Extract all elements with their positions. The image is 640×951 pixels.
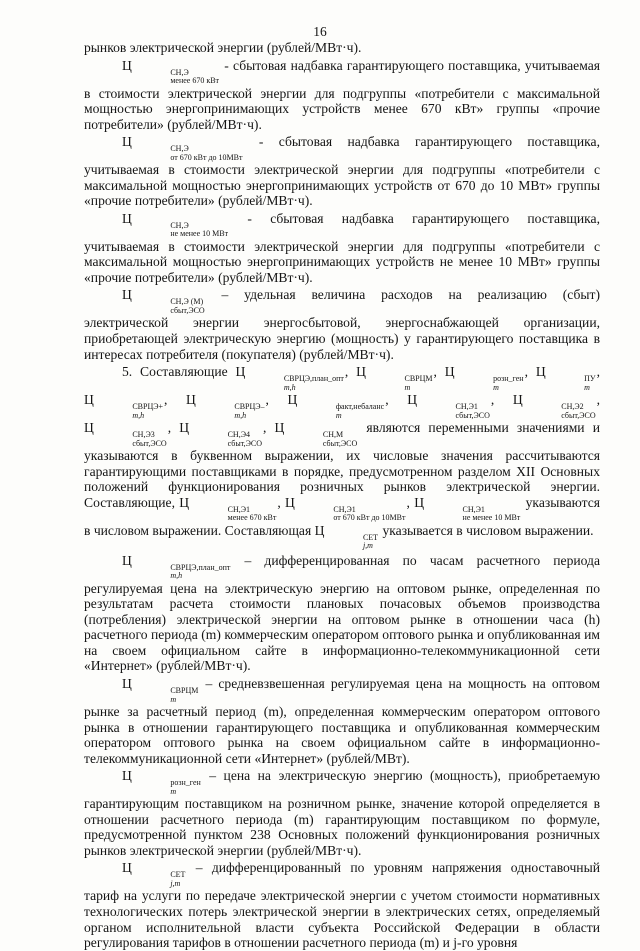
formula-subscript: от 670 кВт до 10МВт (170, 152, 243, 162)
formula-indices (132, 69, 219, 86)
formula-indices (132, 779, 200, 796)
formula-superscript: СЕТ (362, 532, 379, 542)
formula-indices (94, 403, 163, 420)
formula-symbol (179, 420, 263, 448)
formula-base: Ц (179, 494, 190, 510)
formula-superscript: СН,М (322, 430, 344, 440)
formula-symbol (285, 494, 406, 523)
formula-subscript: сбыт,ЭСО (170, 305, 205, 315)
text-run: , (433, 364, 445, 380)
formula-superscript: СЕТ (170, 870, 186, 880)
formula-subscript: сбыт,ЭСО (132, 438, 167, 448)
formula-symbol (122, 57, 220, 86)
formula-base: Ц (122, 768, 132, 784)
formula-subscript: m (170, 786, 177, 796)
formula-indices (94, 431, 166, 448)
formula-symbol (186, 392, 266, 420)
formula-subscript: m (404, 382, 411, 392)
text-run: , (344, 364, 357, 380)
paragraph (84, 211, 600, 286)
formula-subscript: m (584, 382, 590, 392)
formula-subscript: j,m (170, 878, 181, 888)
formula-superscript: СВРЦЭ+ (132, 402, 164, 412)
text-run: , (164, 392, 187, 408)
formula-symbol (122, 860, 186, 888)
formula-subscript: m,h (283, 382, 296, 392)
formula-superscript: СН,Э2 (561, 402, 584, 412)
formula-indices (132, 564, 230, 581)
formula-indices (455, 375, 523, 392)
formula-base: Ц (84, 392, 94, 408)
text-run: – цена на электрическую энергию (мощность), приобретаемую гарантирующим поставщиком на розничном рынке, значение которой определяется в отношении расчетного периода (m) гарантирующим поставщиком по формуле, предусмотренной пунктом 238 Основных положений функционирования розничных рынков электрической энергии (рублей/МВт·ч). (84, 768, 600, 858)
formula-symbol (444, 364, 525, 392)
text-run: – средневзвешенная регулируемая цена на мощность на оптовом рынке за расчетный период (m), определенная коммерческим оператором оптового рынка в отношении гарантирующего поставщика и опубликованная коммерческим оператором оптового рынка на своем официальном сайте в информационно-телекоммуникационной сети «Интернет» (рублей/МВт). (84, 676, 600, 766)
formula-subscript: m,h (170, 571, 183, 581)
formula-superscript: СН,Э (170, 67, 189, 77)
formula-base: Ц (122, 134, 132, 150)
paragraph (84, 364, 600, 551)
formula-base: Ц (179, 420, 190, 436)
paragraph (84, 768, 600, 858)
formula-base: Ц (186, 392, 196, 408)
formula-indices (196, 403, 264, 420)
formula-base: Ц (122, 676, 132, 692)
text-run: – дифференцированный по уровням напряжения одноставочный тариф на услуги по передаче электрической энергии с учетом стоимости нормативных технологических потерь электрической энергии в электрических сетях, определяемый органом исполнительной власти субъекта Российской Федерации в области регулирования тарифов в отношении расчетного периода (m) и j-го уровня (84, 860, 600, 951)
formula-symbol (314, 522, 379, 551)
formula-superscript: СН,Э1 (333, 504, 356, 514)
formula-symbol (287, 392, 386, 420)
formula-superscript: СВРЦМ (170, 686, 199, 696)
formula-base: Ц (314, 522, 325, 538)
formula-subscript: от 670 кВт до 10МВт (333, 513, 406, 523)
text-run: 5. Составляющие (122, 364, 236, 380)
formula-indices (523, 403, 595, 420)
text-run: рынков электрической энергии (рублей/МВт·ч). (84, 40, 362, 55)
formula-subscript: m (335, 410, 342, 420)
formula-symbol (122, 768, 202, 796)
formula-indices (367, 375, 433, 392)
formula-superscript: СВРЦЭ– (234, 402, 265, 412)
text-run: – удельная величина расходов на реализацию (сбыт) электрической энергии энергосбытовой, энергоснабжающей организации, приобретающей электрическую энергию (мощность) у гарантирующего поставщика в интересах потребителя (покупателя) (рублей/МВт·ч). (84, 287, 600, 362)
formula-subscript: m,h (234, 410, 247, 420)
formula-subscript: сбыт,ЭСО (227, 438, 262, 448)
text-run: указываются в числовом выражении. Составляющая (84, 494, 600, 538)
document-body (84, 40, 600, 951)
formula-symbol (414, 494, 521, 523)
text-run: , (262, 420, 275, 436)
paragraph (84, 58, 600, 133)
text-run: , (277, 494, 286, 510)
formula-indices (190, 506, 277, 523)
formula-base: Ц (122, 860, 132, 876)
text-run: - сбытовая надбавка гарантирующего поставщика, учитываемая в стоимости электрической энергии для подгруппы «потребители с максимальной мощностью энергопринимающих устройств от 670 до 10 МВт» группы «прочие потребители» (рублей/МВт·ч). (84, 134, 600, 209)
formula-indices (285, 431, 357, 448)
formula-base: Ц (444, 364, 455, 380)
paragraph (84, 676, 600, 766)
formula-superscript: СН,Э3 (132, 430, 155, 440)
formula-indices (132, 687, 198, 704)
formula-indices (246, 375, 344, 392)
formula-indices (546, 375, 595, 392)
formula-base: Ц (122, 287, 132, 303)
formula-symbol (122, 210, 229, 239)
formula-superscript: ПУ (584, 374, 596, 384)
formula-superscript: СН,Э4 (227, 430, 250, 440)
formula-base: Ц (356, 364, 366, 380)
text-run: – дифференцированная по часам расчетного периода регулируемая цена на электрическую энергию на оптовом рынке, определенная по результатам расчета стоимости плановых почасовых объемов производства (потребления) электрической энергии на оптовом рынке в отношении часа (h) расчетного периода (m) коммерческим оператором оптового рынка и опубликованная им на своем официальном сайте в информационно-телекоммуникационной сети «Интернет» (рублей/МВт·ч). (84, 552, 600, 674)
formula-base: Ц (235, 364, 246, 380)
formula-subscript: не менее 10 МВт (170, 229, 229, 239)
formula-indices (132, 145, 242, 162)
formula-indices (132, 222, 228, 239)
page-number: 16 (313, 24, 327, 39)
formula-superscript: СВРЦЭ,план_опт (170, 562, 231, 572)
formula-subscript: m (493, 382, 499, 392)
formula-symbol (122, 287, 206, 315)
formula-base: Ц (407, 392, 418, 408)
formula-symbol (84, 420, 168, 448)
formula-base: Ц (535, 364, 546, 380)
text-run: , (167, 420, 180, 436)
formula-indices (132, 871, 185, 888)
formula-superscript: СН,Э (170, 220, 189, 230)
formula-subscript: менее 670 кВт (170, 76, 220, 86)
text-run: , (385, 392, 408, 408)
formula-superscript: СН,Э (М) (170, 297, 204, 307)
formula-base: Ц (274, 420, 285, 436)
text-run: , (524, 364, 536, 380)
formula-symbol (407, 392, 491, 420)
formula-superscript: СН,Э1 (227, 504, 251, 514)
formula-subscript: m (170, 694, 177, 704)
formula-subscript: сбыт,ЭСО (561, 410, 596, 420)
text-run: указывается в числовом выражении. (379, 522, 594, 538)
text-run: , (596, 392, 601, 408)
text-run: , (596, 364, 601, 380)
formula-indices (325, 534, 378, 551)
formula-symbol (356, 364, 433, 392)
formula-superscript: розн_ген (170, 778, 201, 788)
formula-subscript: j,m (362, 541, 373, 551)
formula-symbol (235, 364, 345, 392)
formula-symbol (84, 392, 164, 420)
formula-symbol (274, 420, 359, 448)
paragraph (84, 134, 600, 209)
formula-superscript: СВРЦЭ,план_опт (283, 374, 344, 384)
paragraph (84, 860, 600, 950)
formula-base: Ц (512, 392, 523, 408)
formula-indices (418, 403, 490, 420)
formula-superscript: СН,Э1 (462, 504, 485, 514)
formula-superscript: СН,Э (170, 144, 189, 154)
text-run: - сбытовая надбавка гарантирующего поставщика, учитываемая в стоимости электрической энергии для подгруппы «потребители с максимальной мощностью энергопринимающих устройств менее 670 кВт» группы «прочие потребители» (рублей/МВт·ч). (84, 57, 600, 132)
formula-superscript: СВРЦМ (404, 374, 433, 384)
formula-base: Ц (122, 210, 132, 226)
formula-subscript: сбыт,ЭСО (322, 438, 358, 448)
formula-symbol (512, 392, 597, 420)
text-run: , (406, 494, 415, 510)
formula-subscript: m,h (132, 410, 145, 420)
formula-indices (298, 403, 384, 420)
formula-superscript: СН,Э1 (455, 402, 478, 412)
formula-base: Ц (414, 494, 425, 510)
paragraph (84, 40, 600, 56)
formula-superscript: факт,небаланс (335, 402, 385, 412)
formula-symbol (122, 134, 243, 162)
formula-base: Ц (122, 552, 132, 568)
formula-symbol (179, 494, 277, 523)
formula-subscript: не менее 10 МВт (462, 513, 521, 523)
formula-indices (425, 506, 521, 523)
formula-superscript: розн_ген (493, 374, 524, 384)
formula-base: Ц (84, 420, 94, 436)
formula-subscript: сбыт,ЭСО (455, 410, 490, 420)
formula-base: Ц (122, 57, 132, 73)
text-run: , (265, 392, 288, 408)
text-run: - сбытовая надбавка гарантирующего поставщика, учитываемая в стоимости электрической энергии для подгруппы «потребители с максимальной мощностью энергопринимающих устройств не менее 10 МВт» группы «прочие потребители» (рублей/МВт·ч). (84, 210, 600, 285)
formula-symbol (122, 552, 231, 581)
text-run: являются переменными значениями и указываются в буквенном выражении, их числовые значения рассчитываются гарантирующими поставщиками в порядке, предусмотренном разделом XII Основных положений функционирования розничных рынков электрической энергии. Составляющие, (84, 420, 601, 510)
formula-base: Ц (285, 494, 295, 510)
paragraph (84, 287, 600, 362)
formula-base: Ц (287, 392, 298, 408)
formula-indices (132, 298, 204, 315)
text-run: , (490, 392, 513, 408)
formula-subscript: менее 670 кВт (227, 513, 277, 523)
formula-indices (190, 431, 262, 448)
formula-symbol (535, 364, 597, 392)
formula-indices (295, 506, 405, 523)
paragraph (84, 553, 600, 674)
formula-symbol (122, 676, 199, 704)
